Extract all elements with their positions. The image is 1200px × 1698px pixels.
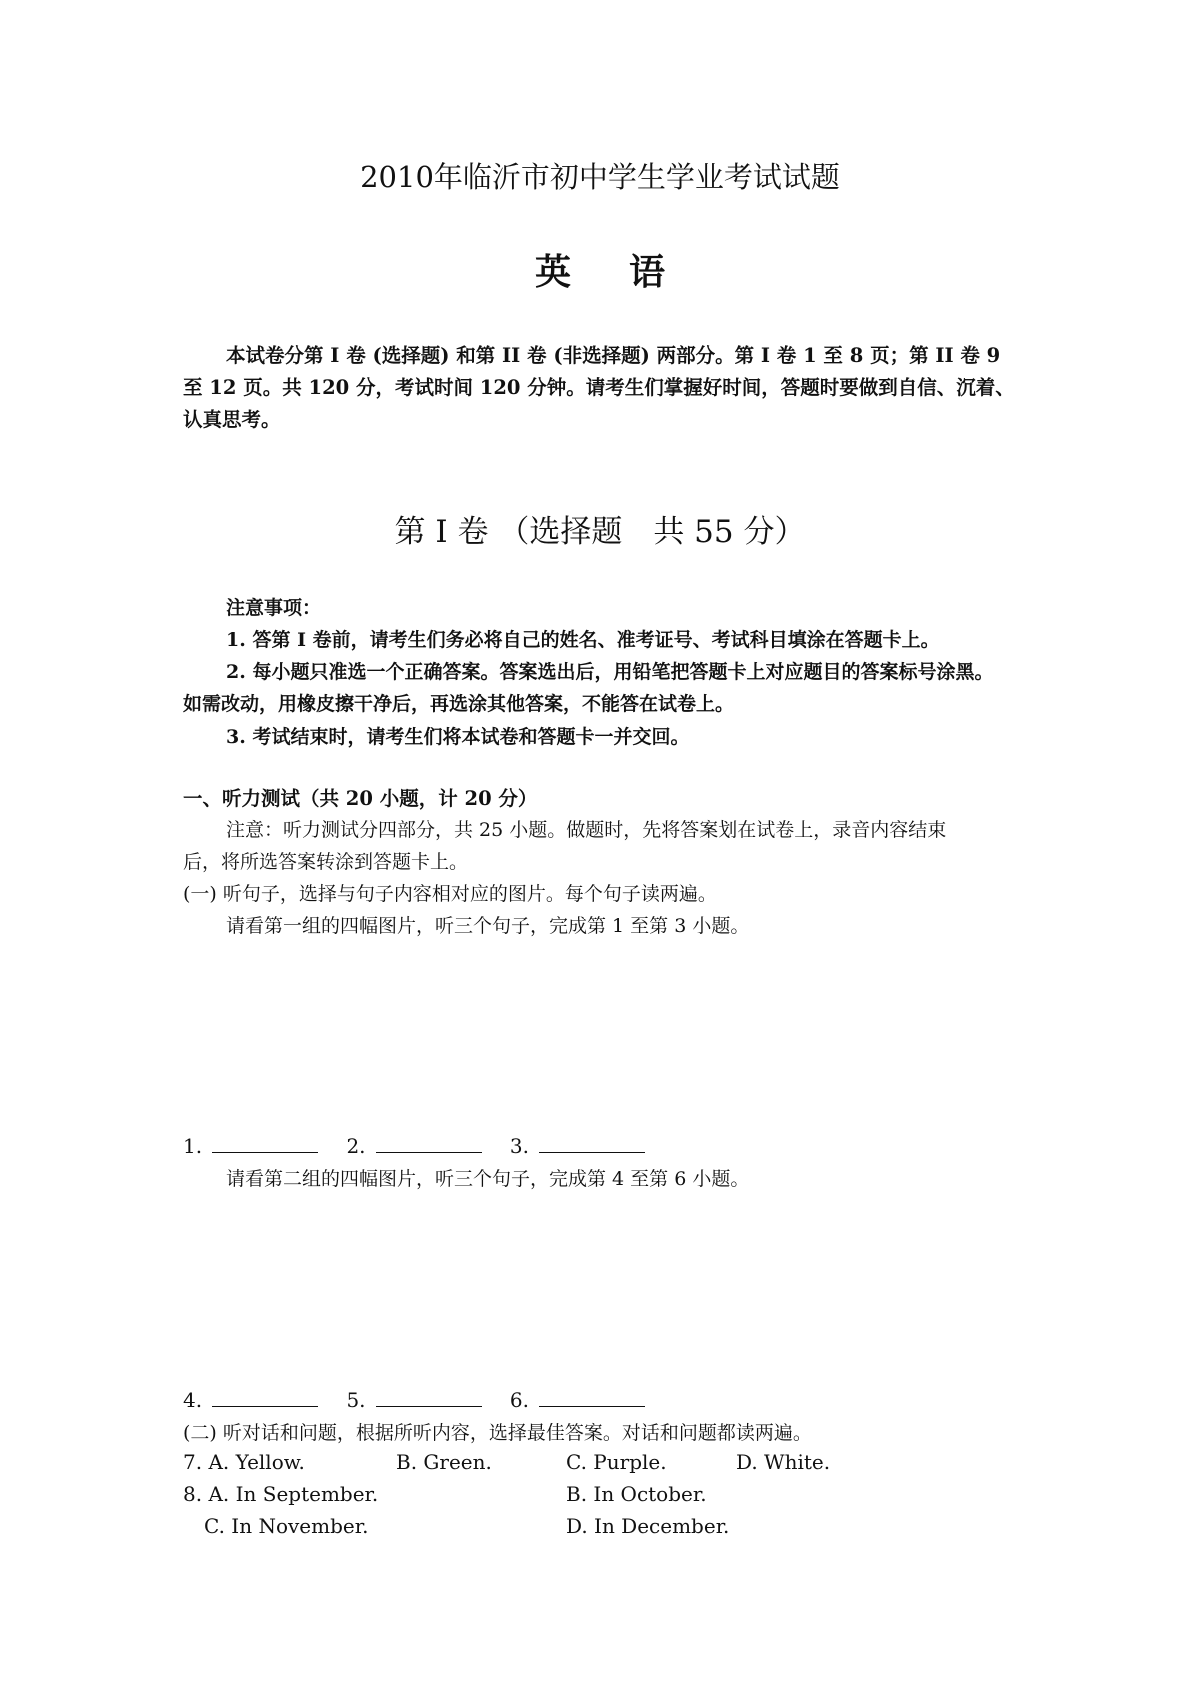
part-2-instruction: (二) 听对话和问题，根据所听内容，选择最佳答案。对话和问题都读两遍。 — [183, 1422, 812, 1444]
q7-option-b[interactable]: B. Green. — [396, 1450, 492, 1474]
q7-option-d[interactable]: D. White. — [736, 1450, 831, 1474]
volume-1-heading: 第 I 卷 （选择题 共 55 分） — [394, 514, 806, 550]
question-number: 2. — [346, 1134, 366, 1158]
question-number: 4. — [183, 1388, 203, 1412]
answer-blanks-4-6 — [183, 1386, 667, 1412]
note-item-1: 1. 答第 I 卷前，请考生们务必将自己的姓名、准考证号、考试科目填涂在答题卡上。 — [226, 629, 940, 651]
subject-title: 英语 — [534, 252, 723, 293]
exam-title: 2010年临沂市初中学生学业考试试题 — [360, 160, 840, 194]
intro-line-2: 至 12 页。共 120 分，考试时间 120 分钟。请考生们掌握好时间，答题时要做到自信、沉着、 — [183, 376, 1015, 399]
q7-option-a[interactable]: 7. A. Yellow. — [183, 1450, 305, 1474]
answer-blank-1[interactable] — [212, 1132, 318, 1153]
group-1-instruction: 请看第一组的四幅图片，听三个句子，完成第 1 至第 3 小题。 — [226, 915, 750, 937]
q8-option-a[interactable]: 8. A. In September. — [183, 1482, 379, 1506]
answer-blank-5[interactable] — [376, 1386, 482, 1407]
note-item-3: 3. 考试结束时，请考生们将本试卷和答题卡一并交回。 — [226, 726, 690, 748]
note-item-2: 2. 每小题只准选一个正确答案。答案选出后，用铅笔把答题卡上对应题目的答案标号涂黑。 — [226, 661, 994, 683]
answer-blank-3[interactable] — [539, 1132, 645, 1153]
q8-option-c[interactable]: C. In November. — [204, 1514, 369, 1538]
intro-line-3: 认真思考。 — [183, 408, 281, 431]
answer-blank-4[interactable] — [212, 1386, 318, 1407]
q7-option-c[interactable]: C. Purple. — [566, 1450, 667, 1474]
question-number: 3. — [509, 1134, 529, 1158]
q8-option-d[interactable]: D. In December. — [566, 1514, 730, 1538]
question-number: 1. — [183, 1134, 203, 1158]
group-2-instruction: 请看第二组的四幅图片，听三个句子，完成第 4 至第 6 小题。 — [226, 1168, 750, 1190]
notes-heading: 注意事项： — [226, 597, 322, 619]
listening-note-line-2: 后，将所选答案转涂到答题卡上。 — [183, 851, 469, 873]
answer-blank-2[interactable] — [376, 1132, 482, 1153]
section-1-heading: 一、听力测试（共 20 小题，计 20 分） — [183, 787, 538, 810]
question-number: 5. — [346, 1388, 366, 1412]
answer-blank-6[interactable] — [539, 1386, 645, 1407]
part-1-instruction: (一) 听句子，选择与句子内容相对应的图片。每个句子读两遍。 — [183, 883, 717, 905]
note-item-2-continued: 如需改动，用橡皮擦干净后，再选涂其他答案，不能答在试卷上。 — [183, 693, 735, 715]
intro-line-1: 本试卷分第 I 卷 (选择题) 和第 II 卷 (非选择题) 两部分。第 I 卷 1 至 8 页；第 II 卷 9 — [226, 344, 1001, 367]
answer-blanks-1-3 — [183, 1132, 667, 1158]
listening-note-line-1: 注意：听力测试分四部分，共 25 小题。做题时，先将答案划在试卷上，录音内容结束 — [226, 819, 947, 841]
q8-option-b[interactable]: B. In October. — [566, 1482, 707, 1506]
question-number: 6. — [509, 1388, 529, 1412]
